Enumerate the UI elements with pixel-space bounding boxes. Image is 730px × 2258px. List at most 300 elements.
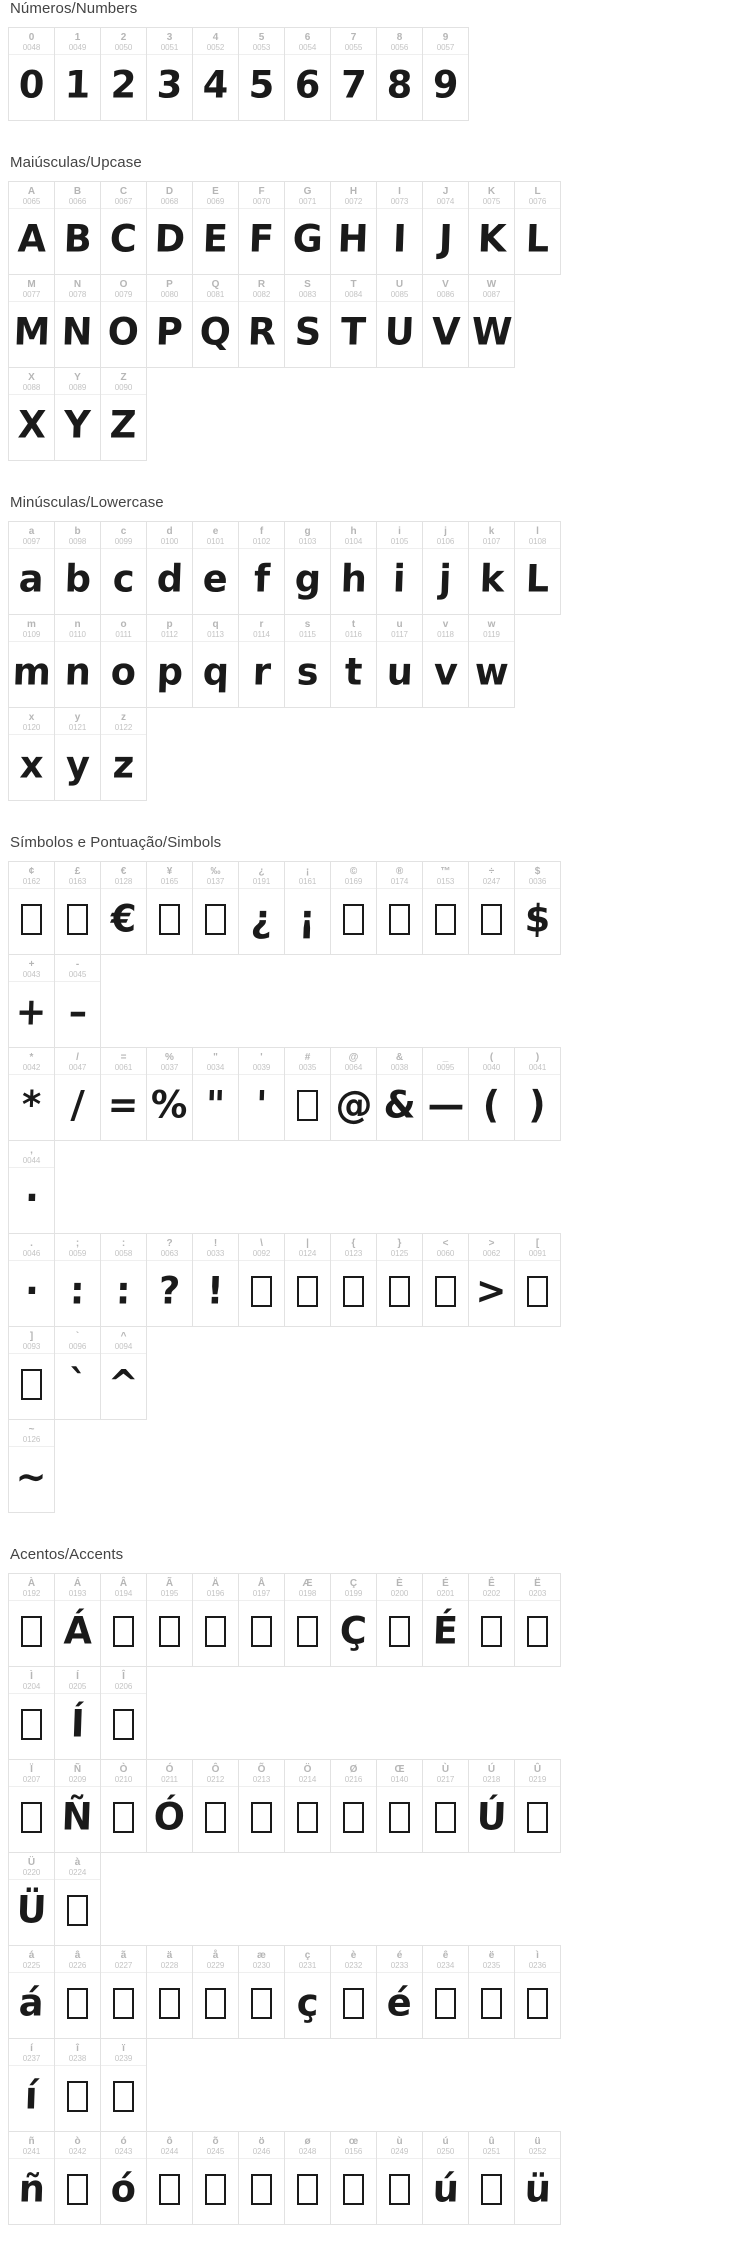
glyph-cell[interactable]: [284, 614, 331, 708]
glyph-cell[interactable]: [192, 861, 239, 955]
glyph-cell[interactable]: [8, 1233, 55, 1327]
glyph-cell[interactable]: [284, 1759, 331, 1853]
glyph-code-label: 0086: [436, 289, 455, 299]
glyph-cell[interactable]: [238, 861, 285, 955]
glyph-cell[interactable]: [376, 2131, 423, 2225]
glyph-row: [8, 1047, 572, 1233]
glyph-cell[interactable]: [100, 1326, 147, 1420]
glyph-meta: [9, 1760, 54, 1787]
glyph-sample: [331, 549, 376, 614]
glyph-cell[interactable]: [146, 1047, 193, 1141]
glyph-cell[interactable]: [146, 181, 193, 275]
glyph-meta: [239, 522, 284, 549]
glyph-code-label: 0034: [206, 1062, 225, 1072]
glyph-cell[interactable]: [514, 1233, 561, 1327]
glyph-cell[interactable]: [376, 1573, 423, 1667]
glyph-cell[interactable]: [54, 1047, 101, 1141]
glyph-cell[interactable]: [468, 1945, 515, 2039]
glyph-cell[interactable]: [54, 181, 101, 275]
glyph-cell[interactable]: [100, 1233, 147, 1327]
glyph-cell[interactable]: [8, 367, 55, 461]
glyph-code-label: 0093: [22, 1341, 41, 1351]
glyph-missing-box: [55, 1880, 100, 1945]
glyph-sample: [377, 209, 422, 274]
glyph-cell[interactable]: [468, 521, 515, 615]
glyph-meta: [193, 522, 238, 549]
glyph-cell[interactable]: [330, 861, 377, 955]
glyph-meta: [469, 1048, 514, 1075]
glyph-cell[interactable]: [192, 614, 239, 708]
glyph-meta: [55, 182, 100, 209]
glyph-cell[interactable]: [100, 1759, 147, 1853]
glyph-cell[interactable]: [100, 1047, 147, 1141]
glyph-cell[interactable]: [376, 1233, 423, 1327]
glyph-meta: [239, 1946, 284, 1973]
glyph-meta: [515, 2132, 560, 2159]
glyph-cell[interactable]: [422, 614, 469, 708]
glyph-char-label: s: [304, 618, 311, 630]
glyph-cell[interactable]: [54, 861, 101, 955]
glyph-sample: [469, 1261, 514, 1326]
glyph-cell[interactable]: [468, 614, 515, 708]
glyph-cell[interactable]: [468, 181, 515, 275]
glyph-cell[interactable]: [100, 2038, 147, 2132]
glyph-cell[interactable]: [238, 1759, 285, 1853]
glyph-cell[interactable]: [376, 521, 423, 615]
glyph-char-label: E: [212, 185, 219, 197]
glyph-sample-text: 3: [155, 63, 184, 107]
glyph-char-label: u: [396, 618, 403, 630]
glyph-cell[interactable]: [8, 1945, 55, 2039]
glyph-meta: [423, 28, 468, 55]
glyph-cell[interactable]: [422, 1759, 469, 1853]
glyph-cell[interactable]: [54, 2131, 101, 2225]
glyph-cell[interactable]: [330, 521, 377, 615]
glyph-cell[interactable]: [192, 1233, 239, 1327]
glyph-meta: [9, 522, 54, 549]
glyph-cell[interactable]: [514, 1047, 561, 1141]
glyph-cell[interactable]: [376, 861, 423, 955]
glyph-cell[interactable]: [146, 274, 193, 368]
glyph-sample-text: >: [475, 1269, 508, 1313]
glyph-meta: [423, 1574, 468, 1601]
glyph-cell[interactable]: [468, 1759, 515, 1853]
glyph-cell[interactable]: [238, 521, 285, 615]
glyph-code-label: 0078: [68, 289, 87, 299]
glyph-char-label: I: [398, 185, 401, 197]
glyph-cell[interactable]: [514, 521, 561, 615]
glyph-cell[interactable]: [330, 27, 377, 121]
glyph-cell[interactable]: [100, 861, 147, 955]
glyph-cell[interactable]: [376, 1759, 423, 1853]
glyph-char-label: -: [75, 958, 80, 970]
glyph-cell[interactable]: [54, 1759, 101, 1853]
glyph-meta: [101, 28, 146, 55]
glyph-cell[interactable]: [376, 274, 423, 368]
glyph-meta: [55, 708, 100, 735]
glyph-meta: [515, 522, 560, 549]
glyph-cell[interactable]: [146, 521, 193, 615]
glyph-cell[interactable]: [100, 707, 147, 801]
glyph-cell[interactable]: [8, 27, 55, 121]
glyph-cell[interactable]: [330, 1759, 377, 1853]
glyph-code-label: 0100: [160, 536, 179, 546]
glyph-meta: [55, 1574, 100, 1601]
glyph-cell[interactable]: [100, 181, 147, 275]
glyph-cell[interactable]: [100, 1666, 147, 1760]
glyph-cell[interactable]: [54, 1326, 101, 1420]
glyph-sample: [55, 982, 100, 1047]
glyph-sample-text: S: [293, 310, 322, 354]
glyph-char-label: n: [74, 618, 81, 630]
glyph-code-label: 0237: [22, 2053, 41, 2063]
glyph-missing-box: [147, 2159, 192, 2224]
glyph-sample-text: ': [255, 1083, 268, 1127]
glyph-cell[interactable]: [422, 1573, 469, 1667]
glyph-cell[interactable]: [100, 274, 147, 368]
glyph-sample-text: ?: [158, 1269, 181, 1313]
glyph-cell[interactable]: [8, 954, 55, 1048]
glyph-sample-text: Ú: [475, 1795, 508, 1839]
glyph-sample: [55, 302, 100, 367]
glyph-sample: [285, 549, 330, 614]
glyph-code-label: 0226: [68, 1960, 87, 1970]
glyph-cell[interactable]: [54, 614, 101, 708]
glyph-code-label: 0045: [68, 969, 87, 979]
glyph-cell[interactable]: [54, 1573, 101, 1667]
glyph-sample-text: i: [392, 557, 407, 601]
glyph-char-label: t: [351, 618, 356, 630]
glyph-cell[interactable]: [54, 707, 101, 801]
glyph-cell[interactable]: [376, 1047, 423, 1141]
glyph-sample-text: Q: [199, 310, 232, 354]
glyph-char-label: Q: [211, 278, 220, 290]
glyph-sample: [377, 1075, 422, 1140]
glyph-cell[interactable]: [54, 27, 101, 121]
glyph-sample-text: p: [155, 650, 184, 694]
glyph-cell[interactable]: [8, 1573, 55, 1667]
glyph-char-label: ÷: [488, 865, 495, 877]
glyph-char-label: £: [74, 865, 81, 877]
glyph-cell[interactable]: [100, 614, 147, 708]
glyph-meta: [101, 182, 146, 209]
glyph-meta: [239, 182, 284, 209]
glyph-cell[interactable]: [146, 1759, 193, 1853]
glyph-cell[interactable]: [8, 1759, 55, 1853]
glyph-cell[interactable]: [8, 181, 55, 275]
glyph-cell[interactable]: [514, 1573, 561, 1667]
glyph-cell[interactable]: [284, 521, 331, 615]
glyph-cell[interactable]: [146, 614, 193, 708]
glyph-sample-text: x: [18, 743, 45, 787]
glyph-char-label: [: [535, 1237, 540, 1249]
glyph-meta: [193, 2132, 238, 2159]
glyph-meta: [469, 1574, 514, 1601]
glyph-meta: [101, 1667, 146, 1694]
glyph-missing-box: [285, 1261, 330, 1326]
glyph-cell[interactable]: [8, 1326, 55, 1420]
glyph-sample: [285, 55, 330, 120]
glyph-char-label: É: [442, 1577, 449, 1589]
glyph-char-label: +: [28, 958, 35, 970]
glyph-meta: [377, 28, 422, 55]
glyph-code-label: 0058: [114, 1248, 133, 1258]
glyph-cell[interactable]: [376, 27, 423, 121]
glyph-char-label: à: [74, 1856, 81, 1868]
glyph-cell[interactable]: [192, 1945, 239, 2039]
glyph-sample-text: z: [112, 743, 135, 787]
glyph-sample: [285, 642, 330, 707]
glyph-code-label: 0077: [22, 289, 41, 299]
glyph-code-label: 0047: [68, 1062, 87, 1072]
glyph-meta: [101, 615, 146, 642]
glyph-sample-text: e: [202, 557, 229, 601]
glyph-code-label: 0117: [391, 629, 408, 639]
glyph-missing-box: [9, 1601, 54, 1666]
glyph-cell[interactable]: [284, 1047, 331, 1141]
glyph-sample-text: 1: [63, 63, 92, 107]
glyph-cell[interactable]: [238, 1047, 285, 1141]
glyph-code-label: 0233: [390, 1960, 409, 1970]
glyph-sample: [101, 735, 146, 800]
glyph-missing-box: [423, 1261, 468, 1326]
glyph-cell[interactable]: [284, 861, 331, 955]
glyph-cell[interactable]: [422, 1233, 469, 1327]
glyph-row: [8, 707, 572, 800]
glyph-cell[interactable]: [8, 2131, 55, 2225]
glyph-cell[interactable]: [8, 1419, 55, 1513]
glyph-cell[interactable]: [192, 27, 239, 121]
glyph-missing-box: [377, 2159, 422, 2224]
glyph-row: [8, 1419, 572, 1512]
glyph-cell[interactable]: [8, 1666, 55, 1760]
glyph-cell[interactable]: [100, 2131, 147, 2225]
glyph-cell[interactable]: [330, 1233, 377, 1327]
glyph-meta: [469, 862, 514, 889]
glyph-missing-box: [377, 1787, 422, 1852]
glyph-cell[interactable]: [8, 274, 55, 368]
glyph-char-label: 6: [304, 31, 311, 43]
glyph-char-label: d: [166, 525, 173, 537]
glyph-cell[interactable]: [8, 1047, 55, 1141]
glyph-cell[interactable]: [238, 1945, 285, 2039]
glyph-char-label: ~: [28, 1423, 35, 1435]
glyph-cell[interactable]: [468, 1047, 515, 1141]
glyph-cell[interactable]: [192, 274, 239, 368]
glyph-meta: [377, 862, 422, 889]
glyph-code-label: 0076: [528, 196, 547, 206]
glyph-cell[interactable]: [8, 2038, 55, 2132]
glyph-sample: [147, 642, 192, 707]
glyph-cell[interactable]: [284, 1233, 331, 1327]
glyph-cell[interactable]: [8, 521, 55, 615]
glyph-sample-text: R: [246, 310, 277, 354]
glyph-code-label: 0118: [437, 629, 454, 639]
glyph-cell[interactable]: [376, 1945, 423, 2039]
glyph-cell[interactable]: [514, 1945, 561, 2039]
glyph-meta: [239, 615, 284, 642]
glyph-code-label: 0036: [528, 876, 547, 886]
glyph-meta: [285, 1760, 330, 1787]
glyph-cell[interactable]: [422, 1945, 469, 2039]
glyph-cell[interactable]: [376, 614, 423, 708]
glyph-cell[interactable]: [330, 1945, 377, 2039]
glyph-sample: [469, 642, 514, 707]
glyph-char-label: Z: [120, 371, 127, 383]
glyph-cell[interactable]: [146, 27, 193, 121]
glyph-missing-box: [377, 1261, 422, 1326]
glyph-cell[interactable]: [54, 1852, 101, 1946]
glyph-cell[interactable]: [192, 1047, 239, 1141]
glyph-cell[interactable]: [146, 2131, 193, 2225]
glyph-cell[interactable]: [54, 954, 101, 1048]
glyph-char-label: ": [213, 1051, 218, 1063]
glyph-cell[interactable]: [54, 1233, 101, 1327]
glyph-code-label: 0126: [22, 1434, 41, 1444]
glyph-row: [8, 614, 572, 707]
glyph-cell[interactable]: [330, 274, 377, 368]
glyph-cell[interactable]: [238, 2131, 285, 2225]
glyph-char-label: :: [121, 1237, 126, 1249]
glyph-cell[interactable]: [330, 1047, 377, 1141]
glyph-cell[interactable]: [8, 707, 55, 801]
glyph-cell[interactable]: [284, 27, 331, 121]
glyph-char-label: L: [534, 185, 541, 197]
glyph-meta: [515, 182, 560, 209]
glyph-cell[interactable]: [238, 1233, 285, 1327]
glyph-cell[interactable]: [514, 1759, 561, 1853]
glyph-cell[interactable]: [238, 181, 285, 275]
glyph-meta: [193, 615, 238, 642]
glyph-char-label: h: [350, 525, 357, 537]
section-title: Minúsculas/Lowercase: [10, 494, 164, 511]
glyph-cell[interactable]: [8, 861, 55, 955]
glyph-cell[interactable]: [330, 614, 377, 708]
glyph-cell[interactable]: [192, 1759, 239, 1853]
glyph-meta: [423, 862, 468, 889]
glyph-cell[interactable]: [146, 1233, 193, 1327]
glyph-char-label: 8: [396, 31, 403, 43]
glyph-cell[interactable]: [422, 1047, 469, 1141]
glyph-cell[interactable]: [468, 1233, 515, 1327]
glyph-cell[interactable]: [54, 1945, 101, 2039]
glyph-cell[interactable]: [284, 181, 331, 275]
glyph-missing-box: [9, 1354, 54, 1419]
glyph-cell[interactable]: [8, 614, 55, 708]
glyph-cell[interactable]: [468, 2131, 515, 2225]
glyph-sample: [9, 55, 54, 120]
glyph-code-label: 0081: [206, 289, 225, 299]
glyph-cell[interactable]: [284, 2131, 331, 2225]
glyph-meta: [193, 275, 238, 302]
glyph-code-label: 0252: [528, 2146, 547, 2156]
glyph-cell[interactable]: [192, 2131, 239, 2225]
glyph-cell[interactable]: [238, 27, 285, 121]
glyph-cell[interactable]: [100, 1573, 147, 1667]
glyph-meta: [285, 275, 330, 302]
glyph-cell[interactable]: [284, 274, 331, 368]
glyph-code-label: 0079: [114, 289, 133, 299]
glyph-cell[interactable]: [514, 2131, 561, 2225]
glyph-missing-box: [469, 1973, 514, 2038]
glyph-cell[interactable]: [54, 367, 101, 461]
glyph-meta: [423, 182, 468, 209]
glyph-char-label: V: [442, 278, 449, 290]
glyph-sample: [515, 889, 560, 954]
glyph-cell[interactable]: [54, 2038, 101, 2132]
glyph-cell[interactable]: [100, 521, 147, 615]
glyph-cell[interactable]: [330, 1573, 377, 1667]
glyph-cell[interactable]: [54, 521, 101, 615]
glyph-cell[interactable]: [192, 521, 239, 615]
glyph-cell[interactable]: [54, 274, 101, 368]
glyph-code-label: 0163: [68, 876, 87, 886]
glyph-cell[interactable]: [100, 1945, 147, 2039]
glyph-char-label: T: [350, 278, 357, 290]
glyph-cell[interactable]: [514, 861, 561, 955]
glyph-cell[interactable]: [8, 1852, 55, 1946]
glyph-cell[interactable]: [192, 181, 239, 275]
glyph-sample-text: ): [528, 1083, 547, 1127]
glyph-cell[interactable]: [422, 27, 469, 121]
glyph-cell[interactable]: [422, 521, 469, 615]
glyph-cell[interactable]: [146, 1573, 193, 1667]
glyph-cell[interactable]: [422, 2131, 469, 2225]
glyph-missing-box: [101, 2066, 146, 2131]
glyph-meta: [423, 615, 468, 642]
glyph-meta: [55, 1667, 100, 1694]
glyph-cell[interactable]: [238, 614, 285, 708]
glyph-cell[interactable]: [284, 1573, 331, 1667]
glyph-cell[interactable]: [8, 1140, 55, 1234]
glyph-cell[interactable]: [330, 2131, 377, 2225]
glyph-code-label: 0054: [298, 42, 317, 52]
glyph-missing-box: [331, 1973, 376, 2038]
glyph-cell[interactable]: [146, 861, 193, 955]
glyph-cell[interactable]: [238, 274, 285, 368]
glyph-cell[interactable]: [100, 27, 147, 121]
glyph-meta: [285, 1574, 330, 1601]
glyph-missing-box: [239, 2159, 284, 2224]
glyph-cell[interactable]: [100, 367, 147, 461]
glyph-cell[interactable]: [284, 1945, 331, 2039]
glyph-cell[interactable]: [468, 1573, 515, 1667]
glyph-code-label: 0106: [436, 536, 455, 546]
glyph-meta: [193, 1760, 238, 1787]
glyph-cell[interactable]: [422, 861, 469, 955]
glyph-cell[interactable]: [54, 1666, 101, 1760]
glyph-sample: [55, 209, 100, 274]
glyph-cell[interactable]: [422, 181, 469, 275]
glyph-cell[interactable]: [238, 1573, 285, 1667]
glyph-cell[interactable]: [146, 1945, 193, 2039]
glyph-cell[interactable]: [422, 274, 469, 368]
glyph-cell[interactable]: [192, 1573, 239, 1667]
glyph-cell[interactable]: [468, 274, 515, 368]
glyph-sample-text: +: [15, 990, 48, 1034]
glyph-char-label: R: [257, 278, 266, 290]
glyph-cell[interactable]: [376, 181, 423, 275]
glyph-missing-box: [9, 1694, 54, 1759]
glyph-cell[interactable]: [468, 861, 515, 955]
glyph-cell[interactable]: [330, 181, 377, 275]
glyph-meta: [331, 2132, 376, 2159]
glyph-sample: [55, 1694, 100, 1759]
glyph-code-label: 0073: [390, 196, 409, 206]
glyph-sample: [9, 2066, 54, 2131]
glyph-cell[interactable]: [514, 181, 561, 275]
glyph-code-label: 0140: [390, 1774, 409, 1784]
